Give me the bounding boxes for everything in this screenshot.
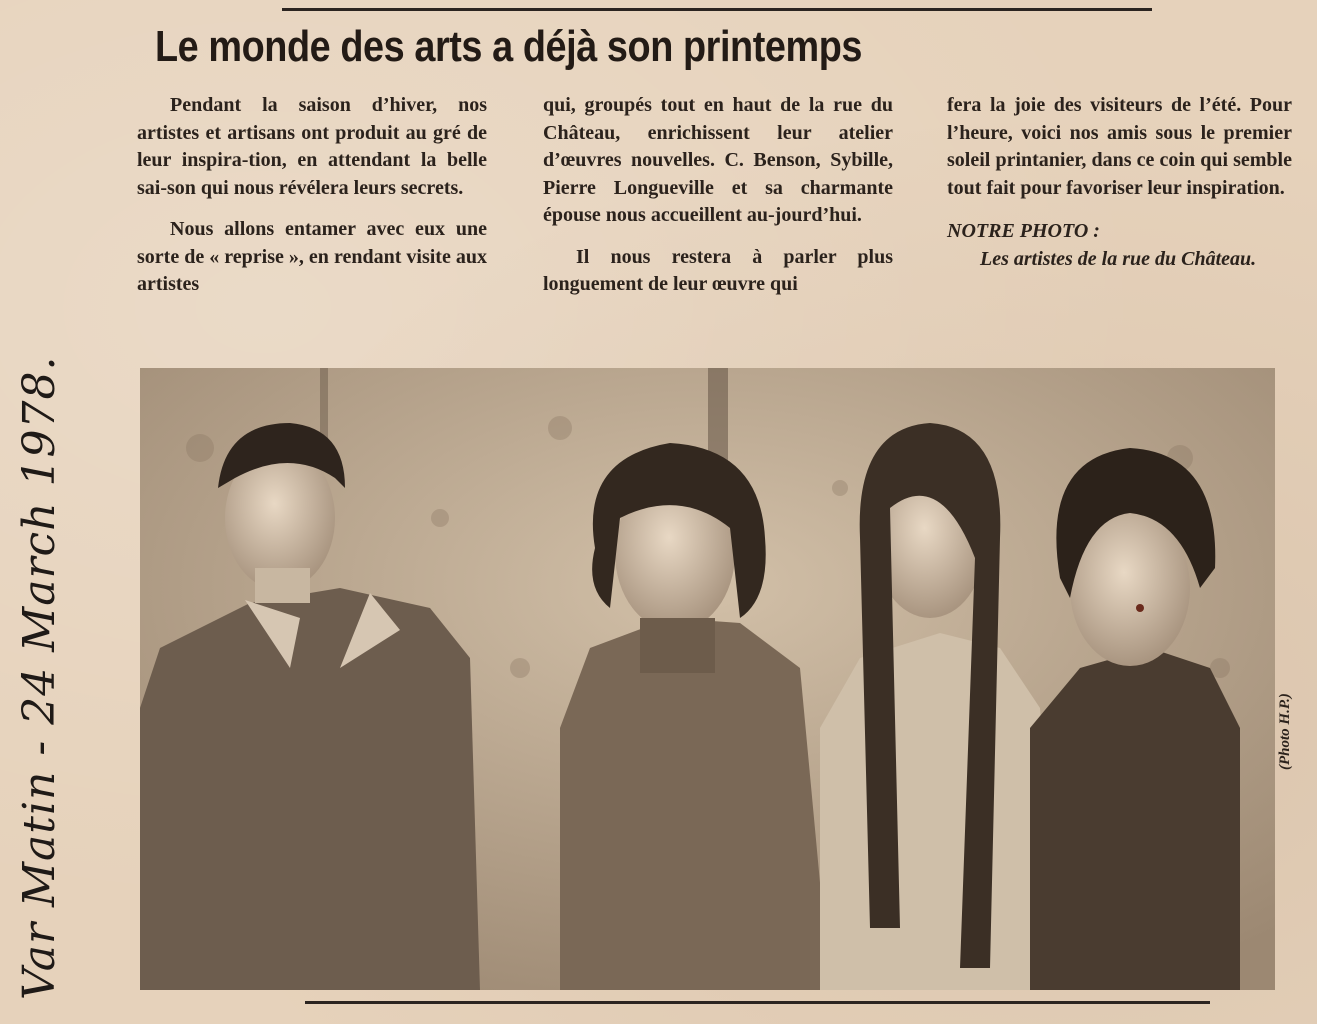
paragraph: fera la joie des visiteurs de l’été. Pour l’heure, voici nos amis sous le premier soleil printanier, dans ce coin qui semble tout fait pour favoriser leur inspiration. — [947, 94, 1292, 199]
photo-illustration — [140, 368, 1275, 990]
paragraph: Pendant la saison d’hiver, nos artistes et artisans ont produit au gré de leur inspira-tion, en attendant la belle sai-son qui nous révélera leurs secrets. — [137, 94, 487, 199]
photo-credit: (Photo H.P.) — [1277, 693, 1293, 770]
person-woman-3 — [1030, 448, 1240, 990]
paragraph: Il nous restera à parler plus longuement de leur œuvre qui — [543, 245, 893, 295]
top-rule — [282, 8, 1152, 11]
bottom-rule — [305, 1001, 1210, 1004]
headline: Le monde des arts a déjà son printemps — [155, 22, 863, 71]
handwritten-source-note: Var Matin - 24 March 1978. — [14, 355, 65, 1000]
article-column-3 — [947, 92, 1292, 273]
group-photo — [140, 368, 1275, 990]
paragraph: qui, groupés tout en haut de la rue du Château, enrichissent leur atelier d’œuvres nouvelles. C. Benson, Sybille, Pierre Longueville et sa charmante épouse nous accueillent au-jourd’hui. — [543, 94, 893, 226]
photo-caption: Les artistes de la rue du Château. — [980, 247, 1257, 270]
paragraph: Nous allons entamer avec eux une sorte de « reprise », en rendant visite aux artistes — [137, 218, 487, 295]
photo-caption-heading: NOTRE PHOTO : — [947, 220, 1100, 242]
article-column-1 — [137, 92, 487, 299]
article-column-2 — [543, 92, 893, 299]
